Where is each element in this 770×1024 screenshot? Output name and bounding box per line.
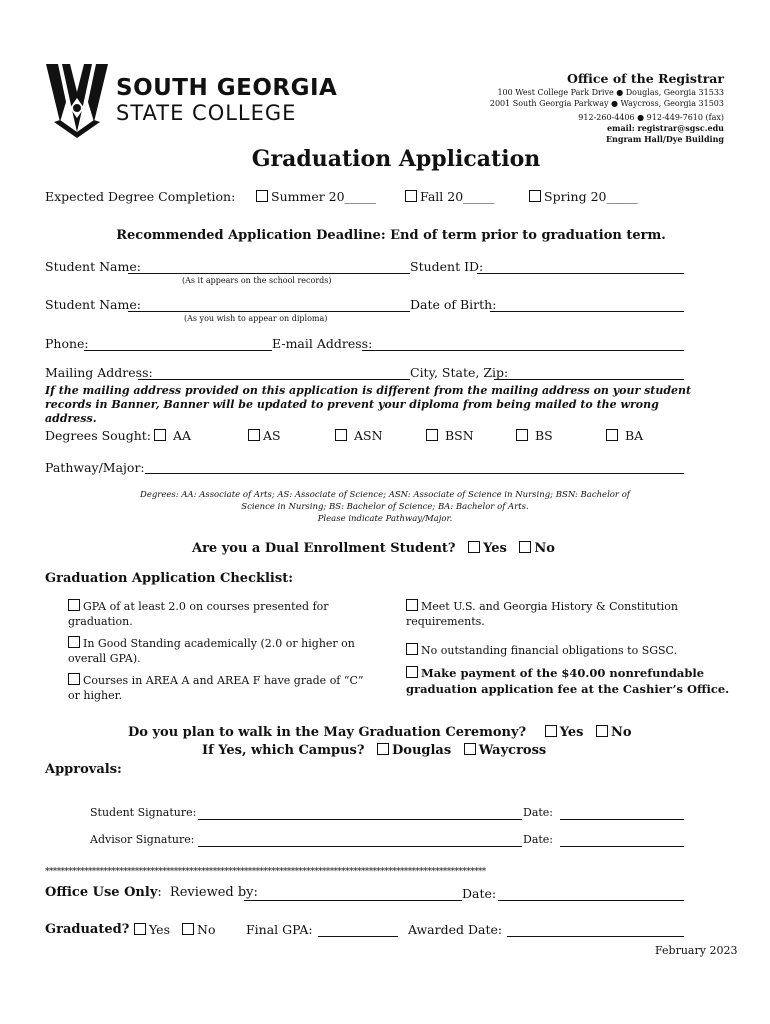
dual-no-checkbox[interactable] bbox=[519, 541, 531, 553]
registrar-email: email: registrar@sgsc.edu bbox=[606, 123, 724, 133]
dual-yes-label: Yes bbox=[483, 541, 507, 556]
checklist-label: Meet U.S. and Georgia History & Constitution requirements. bbox=[406, 600, 678, 628]
graduated-no-label: No bbox=[197, 922, 216, 937]
advisor-signature-label: Advisor Signature: bbox=[90, 833, 195, 846]
degree-legend-line-2: Science in Nursing; BS: Bachelor of Science; BA: Bachelor of Arts. bbox=[241, 502, 529, 512]
mailing-input[interactable] bbox=[138, 379, 410, 380]
waycross-checkbox[interactable] bbox=[464, 743, 476, 755]
dob-input[interactable] bbox=[490, 311, 684, 312]
mailing-note: If the mailing address provided on this application is different from the mailing address on your student records in Banner, Banner will be updated to prevent your diploma from being mailed to the wrong address. bbox=[45, 384, 692, 425]
final-gpa-label: Final GPA: bbox=[246, 922, 313, 937]
deadline-notice: Recommended Application Deadline: End of term prior to graduation term. bbox=[116, 228, 666, 243]
phone-fax: 912-260-4406 ● 912-449-7610 (fax) bbox=[578, 113, 724, 122]
degree-checkbox[interactable] bbox=[335, 429, 347, 441]
summer-option[interactable] bbox=[256, 189, 376, 204]
degree-label: ASN bbox=[353, 428, 383, 443]
checklist-checkbox[interactable] bbox=[68, 599, 80, 611]
ceremony-yes-label: Yes bbox=[559, 725, 584, 740]
approvals-title: Approvals: bbox=[45, 762, 122, 777]
checklist-checkbox[interactable] bbox=[406, 599, 418, 611]
revision-date: February 2023 bbox=[655, 944, 738, 957]
checklist-checkbox[interactable] bbox=[406, 643, 418, 655]
city-label: City, State, Zip: bbox=[410, 365, 509, 380]
checklist-checkbox[interactable] bbox=[68, 636, 80, 648]
student-signature-label: Student Signature: bbox=[90, 806, 197, 819]
spring-label: Spring 20_____ bbox=[544, 189, 638, 204]
fall-label: Fall 20_____ bbox=[420, 189, 495, 204]
diploma-name-hint: (As you wish to appear on diploma) bbox=[184, 314, 328, 323]
mailing-label: Mailing Address: bbox=[45, 365, 153, 380]
pathway-input[interactable] bbox=[145, 473, 684, 474]
student-signature-date-input[interactable] bbox=[560, 819, 684, 820]
divider-stars: ***************************************************************************************************************** bbox=[45, 867, 486, 877]
degree-label: AS bbox=[263, 428, 281, 443]
degree-label: BA bbox=[624, 428, 644, 443]
douglas-option[interactable] bbox=[377, 743, 451, 758]
douglas-label: Douglas bbox=[392, 743, 452, 758]
office-title: Office of the Registrar bbox=[567, 71, 724, 86]
degree-option-bs[interactable] bbox=[516, 428, 553, 443]
awarded-date-label: Awarded Date: bbox=[408, 922, 503, 937]
graduated-yes-label: Yes bbox=[149, 922, 170, 937]
student-id-label: Student ID: bbox=[410, 259, 484, 274]
graduated-yes-option[interactable] bbox=[134, 922, 170, 937]
page-title: Graduation Application bbox=[251, 146, 541, 172]
degree-checkbox[interactable] bbox=[248, 429, 260, 441]
dual-enrollment-question bbox=[192, 541, 555, 556]
campus-question-text: If Yes, which Campus? bbox=[202, 743, 365, 758]
phone-input[interactable] bbox=[84, 350, 272, 351]
checklist-item-gpa[interactable] bbox=[68, 599, 358, 629]
student-id-input[interactable] bbox=[477, 273, 684, 274]
checklist-label: GPA of at least 2.0 on courses presented for graduation. bbox=[68, 600, 329, 628]
checklist-item-financial[interactable] bbox=[406, 643, 706, 658]
registrar-building: Engram Hall/Dye Building bbox=[605, 134, 724, 144]
checklist-title: Graduation Application Checklist: bbox=[45, 571, 293, 586]
office-date-label: Date: bbox=[462, 886, 497, 901]
dual-yes-option[interactable] bbox=[468, 541, 507, 556]
degree-label: BSN bbox=[444, 428, 474, 443]
spring-checkbox[interactable] bbox=[529, 190, 541, 202]
ceremony-no-option[interactable] bbox=[596, 725, 632, 740]
checklist-label: No outstanding financial obligations to SGSC. bbox=[421, 644, 678, 657]
awarded-date-input[interactable] bbox=[507, 936, 684, 937]
waycross-option[interactable] bbox=[464, 743, 547, 758]
phone-label: Phone: bbox=[45, 336, 89, 351]
final-gpa-input[interactable] bbox=[318, 936, 398, 937]
degree-option-ba[interactable] bbox=[606, 428, 643, 443]
pathway-label: Pathway/Major: bbox=[45, 460, 145, 475]
degree-option-aa[interactable] bbox=[154, 428, 191, 443]
degrees-label: Degrees Sought: bbox=[45, 428, 152, 443]
graduated-yes-checkbox[interactable] bbox=[134, 923, 146, 935]
degree-label: BS bbox=[534, 428, 553, 443]
degree-option-asn[interactable] bbox=[335, 428, 383, 443]
email-input[interactable] bbox=[362, 350, 684, 351]
advisor-signature-date-label: Date: bbox=[523, 833, 554, 846]
checklist-label: In Good Standing academically (2.0 or higher on overall GPA). bbox=[68, 637, 355, 665]
degree-option-as[interactable] bbox=[248, 428, 281, 443]
registrar-info bbox=[424, 70, 724, 145]
address-waycross: 2001 South Georgia Parkway ● Waycross, Georgia 31503 bbox=[489, 99, 724, 108]
degree-label: AA bbox=[172, 428, 192, 443]
checklist-item-payment[interactable] bbox=[406, 665, 736, 697]
college-crest-icon bbox=[44, 62, 110, 140]
campus-question bbox=[202, 743, 546, 758]
spring-option[interactable] bbox=[529, 189, 638, 204]
fall-checkbox[interactable] bbox=[405, 190, 417, 202]
dual-yes-checkbox[interactable] bbox=[468, 541, 480, 553]
waycross-label: Waycross bbox=[478, 743, 547, 758]
advisor-signature-date-input[interactable] bbox=[560, 846, 684, 847]
checklist-item-history[interactable] bbox=[406, 599, 706, 629]
degree-legend-line-3: Please indicate Pathway/Major. bbox=[317, 514, 453, 524]
student-name-hint: (As it appears on the school records) bbox=[182, 276, 332, 285]
degree-checkbox[interactable] bbox=[154, 429, 166, 441]
student-signature-input[interactable] bbox=[198, 819, 522, 820]
graduated-no-checkbox[interactable] bbox=[182, 923, 194, 935]
completion-label: Expected Degree Completion: bbox=[45, 189, 236, 204]
checklist-label: Courses in AREA A and AREA F have grade of “C” or higher. bbox=[68, 674, 364, 702]
degree-option-bsn[interactable] bbox=[426, 428, 474, 443]
checklist-item-standing[interactable] bbox=[68, 636, 368, 666]
ceremony-yes-checkbox[interactable] bbox=[545, 725, 557, 737]
degree-legend-line-1: Degrees: AA: Associate of Arts; AS: Associate of Science; ASN: Associate of Science in Nursing; BSN: Bachelor of bbox=[140, 490, 630, 500]
city-input[interactable] bbox=[494, 379, 684, 380]
college-logo bbox=[44, 62, 364, 142]
ceremony-no-checkbox[interactable] bbox=[596, 725, 608, 737]
diploma-name-label: Student Name: bbox=[45, 297, 141, 312]
checklist-checkbox[interactable] bbox=[68, 673, 80, 685]
dual-no-option[interactable] bbox=[519, 541, 555, 556]
ceremony-question-text: Do you plan to walk in the May Graduation Ceremony? bbox=[128, 725, 527, 740]
reviewed-by-input[interactable] bbox=[244, 900, 462, 901]
office-use-row bbox=[45, 885, 258, 900]
degree-checkbox[interactable] bbox=[426, 429, 438, 441]
douglas-checkbox[interactable] bbox=[377, 743, 389, 755]
fall-option[interactable] bbox=[405, 189, 494, 204]
address-douglas: 100 West College Park Drive ● Douglas, Georgia 31533 bbox=[497, 88, 724, 97]
office-use-colon: : bbox=[157, 885, 162, 900]
checklist-item-grades[interactable] bbox=[68, 673, 368, 703]
degree-checkbox[interactable] bbox=[516, 429, 528, 441]
logo-line-1: SOUTH GEORGIA bbox=[116, 75, 338, 101]
checklist-label: Make payment of the $40.00 nonrefundable graduation application fee at the Cashier’s Office. bbox=[406, 666, 730, 696]
ceremony-yes-option[interactable] bbox=[545, 725, 584, 740]
diploma-name-input[interactable] bbox=[128, 311, 410, 312]
student-name-label: Student Name: bbox=[45, 259, 141, 274]
dob-label: Date of Birth: bbox=[410, 297, 497, 312]
email-label: E-mail Address: bbox=[272, 336, 373, 351]
summer-label: Summer 20_____ bbox=[271, 189, 376, 204]
ceremony-question bbox=[128, 725, 632, 740]
advisor-signature-input[interactable] bbox=[198, 846, 522, 847]
degree-checkbox[interactable] bbox=[606, 429, 618, 441]
reviewed-by-label: Reviewed by: bbox=[169, 885, 258, 900]
ceremony-no-label: No bbox=[610, 725, 632, 740]
logo-line-2: STATE COLLEGE bbox=[116, 101, 297, 125]
degree-legend bbox=[60, 489, 710, 525]
graduated-label: Graduated? bbox=[45, 922, 130, 937]
dual-no-label: No bbox=[534, 541, 555, 556]
summer-checkbox[interactable] bbox=[256, 190, 268, 202]
checklist-checkbox[interactable] bbox=[406, 666, 418, 678]
dual-question-text: Are you a Dual Enrollment Student? bbox=[192, 541, 456, 556]
graduated-no-option[interactable] bbox=[182, 922, 215, 937]
office-use-label: Office Use Only bbox=[45, 885, 158, 900]
office-date-input[interactable] bbox=[498, 900, 684, 901]
student-name-input[interactable] bbox=[128, 273, 410, 274]
student-signature-date-label: Date: bbox=[523, 806, 554, 819]
